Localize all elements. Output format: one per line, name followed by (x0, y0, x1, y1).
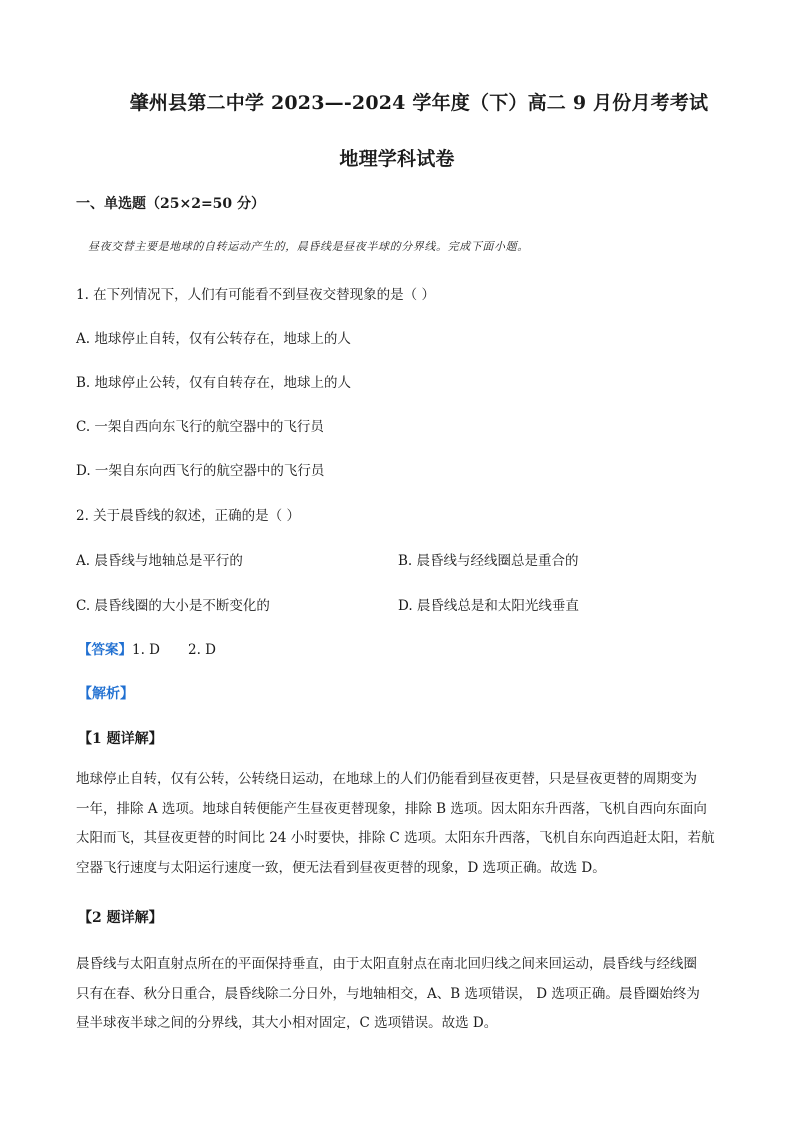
exam-title: 肇州县第二中学 2023—-2024 学年度（下）高二 9 月份月考考试 (129, 92, 709, 114)
detail-1-paragraph (76, 765, 728, 883)
exam-subtitle: 地理学科试卷 (339, 148, 455, 170)
question-1-option-d: D. 一架自东向西飞行的航空器中的飞行员 (76, 463, 325, 479)
question-1-option-c: C. 一架自西向东飞行的航空器中的飞行员 (76, 419, 324, 435)
question-1-option-a: A. 地球停止自转，仅有公转存在，地球上的人 (76, 331, 351, 347)
answer-tag: 【答案】 (78, 642, 132, 658)
question-2-option-d: D. 晨昏线总是和太阳光线垂直 (398, 598, 579, 614)
question-2-option-a: A. 晨昏线与地轴总是平行的 (76, 553, 243, 569)
answer-line (78, 638, 216, 658)
question-2-option-c: C. 晨昏线圈的大小是不断变化的 (76, 598, 270, 614)
detail-2-paragraph (76, 950, 728, 1039)
detail-1-line: 一年，排除 A 选项。地球自转便能产生昼夜更替现象，排除 B 选项。因太阳东升西落，飞机自西向东面向 (76, 800, 707, 817)
question-2-stem: 2. 关于晨昏线的叙述，正确的是（ ） (76, 508, 300, 524)
analysis-heading: 【解析】 (78, 686, 134, 702)
detail-2-line: 只有在春、秋分日重合，晨昏线除二分日外，与地轴相交，A、B 选项错误， D 选项正确。晨昏圈始终为 (76, 985, 700, 1002)
question-1-option-b: B. 地球停止公转，仅有自转存在，地球上的人 (76, 375, 352, 391)
section-heading: 一、单选题（25×2=50 分） (76, 196, 266, 212)
detail-2-line: 晨昏线与太阳直射点所在的平面保持垂直，由于太阳直射点在南北回归线之间来回运动，晨昏线与经线圈 (76, 956, 697, 972)
detail-1-heading: 【1 题详解】 (78, 731, 163, 747)
detail-1-line: 空器飞行速度与太阳运行速度一致，便无法看到昼夜更替的现象，D 选项正确。故选 D。 (76, 859, 606, 876)
detail-1-line: 太阳而飞，其昼夜更替的时间比 24 小时要快，排除 C 选项。太阳东升西落，飞机自东向西追赶太阳，若航 (76, 830, 715, 846)
answer-2: 2. D (188, 642, 216, 658)
answer-1: 1. D (132, 642, 160, 658)
detail-2-heading: 【2 题详解】 (78, 910, 163, 926)
question-2-option-b: B. 晨昏线与经线圈总是重合的 (398, 553, 579, 569)
question-intro: 昼夜交替主要是地球的自转运动产生的，晨昏线是昼夜半球的分界线。完成下面小题。 (88, 240, 529, 253)
question-1-stem: 1. 在下列情况下，人们有可能看不到昼夜交替现象的是（ ） (76, 287, 435, 303)
detail-1-line: 地球停止自转，仅有公转，公转绕日运动，在地球上的人们仍能看到昼夜更替，只是昼夜更替的周期变为 (76, 771, 697, 787)
detail-2-line: 昼半球夜半球之间的分界线，其大小相对固定，C 选项错误。故选 D。 (76, 1015, 498, 1031)
